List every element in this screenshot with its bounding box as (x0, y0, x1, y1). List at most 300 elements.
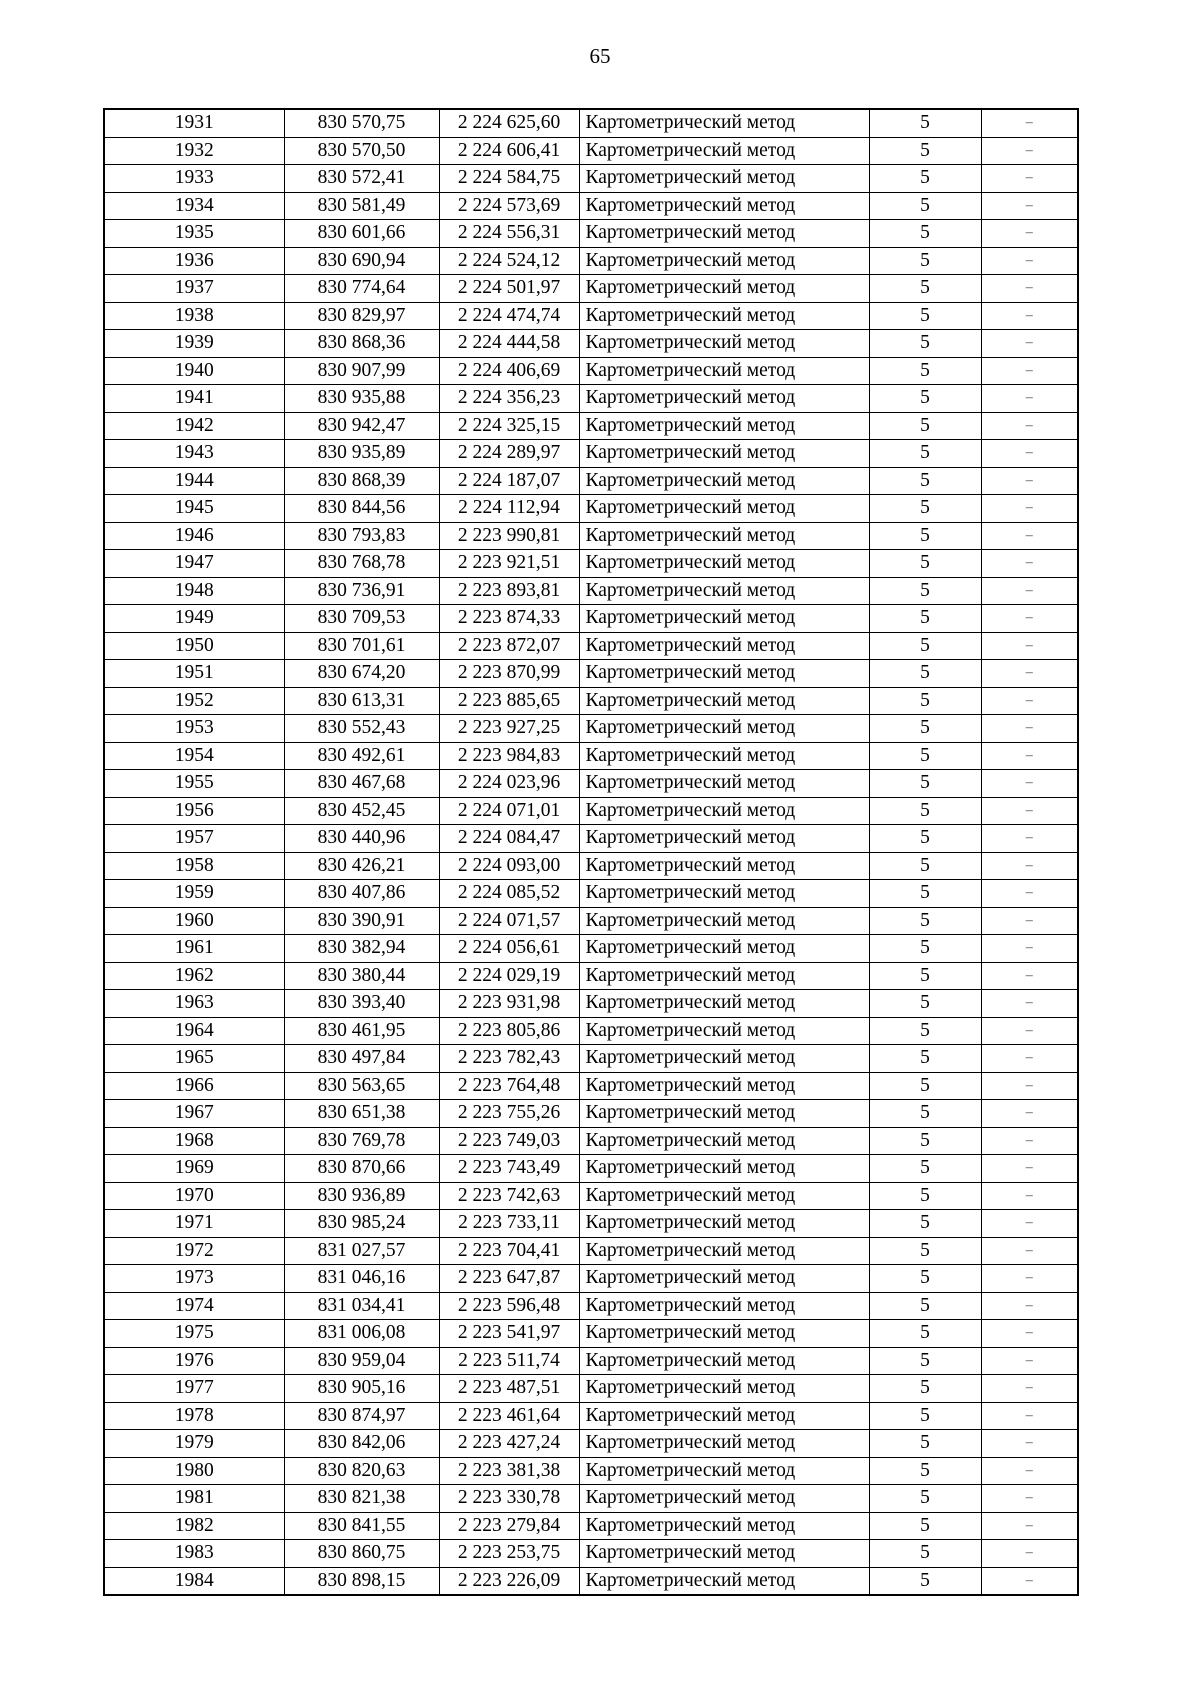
point-number-cell: 1977 (104, 1375, 284, 1403)
x-coordinate-cell: 830 829,97 (284, 302, 439, 330)
description-cell: – (981, 1127, 1078, 1155)
table-row (104, 1100, 1078, 1128)
x-coordinate-cell: 830 842,06 (284, 1430, 439, 1458)
accuracy-cell: 5 (869, 1017, 981, 1045)
x-coordinate-cell: 830 382,94 (284, 935, 439, 963)
x-coordinate-cell: 830 426,21 (284, 852, 439, 880)
table-row (104, 1292, 1078, 1320)
point-number-cell: 1966 (104, 1072, 284, 1100)
method-cell: Картометрический метод (579, 1072, 869, 1100)
y-coordinate-cell: 2 223 749,03 (439, 1127, 579, 1155)
x-coordinate-cell: 830 985,24 (284, 1210, 439, 1238)
y-coordinate-cell: 2 223 704,41 (439, 1237, 579, 1265)
description-cell: – (981, 467, 1078, 495)
x-coordinate-cell: 830 651,38 (284, 1100, 439, 1128)
x-coordinate-cell: 830 905,16 (284, 1375, 439, 1403)
coordinates-table (103, 108, 1079, 1596)
table-row (104, 1402, 1078, 1430)
description-cell: – (981, 192, 1078, 220)
accuracy-cell: 5 (869, 1265, 981, 1293)
y-coordinate-cell: 2 223 927,25 (439, 715, 579, 743)
x-coordinate-cell: 830 870,66 (284, 1155, 439, 1183)
point-number-cell: 1941 (104, 385, 284, 413)
table-row (104, 687, 1078, 715)
accuracy-cell: 5 (869, 385, 981, 413)
table-row (104, 935, 1078, 963)
method-cell: Картометрический метод (579, 1182, 869, 1210)
y-coordinate-cell: 2 223 511,74 (439, 1347, 579, 1375)
point-number-cell: 1949 (104, 605, 284, 633)
method-cell: Картометрический метод (579, 412, 869, 440)
y-coordinate-cell: 2 224 406,69 (439, 357, 579, 385)
y-coordinate-cell: 2 223 647,87 (439, 1265, 579, 1293)
y-coordinate-cell: 2 223 253,75 (439, 1540, 579, 1568)
point-number-cell: 1970 (104, 1182, 284, 1210)
y-coordinate-cell: 2 224 029,19 (439, 962, 579, 990)
x-coordinate-cell: 830 407,86 (284, 880, 439, 908)
method-cell: Картометрический метод (579, 1540, 869, 1568)
method-cell: Картометрический метод (579, 275, 869, 303)
accuracy-cell: 5 (869, 1567, 981, 1595)
accuracy-cell: 5 (869, 412, 981, 440)
point-number-cell: 1984 (104, 1567, 284, 1595)
point-number-cell: 1940 (104, 357, 284, 385)
point-number-cell: 1971 (104, 1210, 284, 1238)
method-cell: Картометрический метод (579, 1237, 869, 1265)
y-coordinate-cell: 2 224 524,12 (439, 247, 579, 275)
accuracy-cell: 5 (869, 522, 981, 550)
point-number-cell: 1963 (104, 990, 284, 1018)
description-cell: – (981, 1017, 1078, 1045)
point-number-cell: 1931 (104, 109, 284, 137)
accuracy-cell: 5 (869, 467, 981, 495)
description-cell: – (981, 990, 1078, 1018)
description-cell: – (981, 687, 1078, 715)
method-cell: Картометрический метод (579, 495, 869, 523)
method-cell: Картометрический метод (579, 715, 869, 743)
accuracy-cell: 5 (869, 907, 981, 935)
method-cell: Картометрический метод (579, 467, 869, 495)
point-number-cell: 1983 (104, 1540, 284, 1568)
method-cell: Картометрический метод (579, 1320, 869, 1348)
point-number-cell: 1979 (104, 1430, 284, 1458)
accuracy-cell: 5 (869, 1237, 981, 1265)
table-row (104, 1017, 1078, 1045)
accuracy-cell: 5 (869, 1540, 981, 1568)
point-number-cell: 1976 (104, 1347, 284, 1375)
x-coordinate-cell: 830 841,55 (284, 1512, 439, 1540)
point-number-cell: 1943 (104, 440, 284, 468)
description-cell: – (981, 852, 1078, 880)
table-row (104, 330, 1078, 358)
description-cell: – (981, 1375, 1078, 1403)
point-number-cell: 1933 (104, 165, 284, 193)
description-cell: – (981, 165, 1078, 193)
y-coordinate-cell: 2 224 056,61 (439, 935, 579, 963)
method-cell: Картометрический метод (579, 770, 869, 798)
point-number-cell: 1974 (104, 1292, 284, 1320)
point-number-cell: 1967 (104, 1100, 284, 1128)
point-number-cell: 1975 (104, 1320, 284, 1348)
x-coordinate-cell: 831 046,16 (284, 1265, 439, 1293)
description-cell: – (981, 412, 1078, 440)
point-number-cell: 1965 (104, 1045, 284, 1073)
y-coordinate-cell: 2 223 885,65 (439, 687, 579, 715)
table-row (104, 852, 1078, 880)
point-number-cell: 1969 (104, 1155, 284, 1183)
description-cell: – (981, 495, 1078, 523)
y-coordinate-cell: 2 224 606,41 (439, 137, 579, 165)
table-row (104, 440, 1078, 468)
table-row (104, 880, 1078, 908)
description-cell: – (981, 1237, 1078, 1265)
method-cell: Картометрический метод (579, 165, 869, 193)
y-coordinate-cell: 2 223 330,78 (439, 1485, 579, 1513)
x-coordinate-cell: 830 868,36 (284, 330, 439, 358)
y-coordinate-cell: 2 224 556,31 (439, 220, 579, 248)
accuracy-cell: 5 (869, 770, 981, 798)
accuracy-cell: 5 (869, 165, 981, 193)
method-cell: Картометрический метод (579, 192, 869, 220)
method-cell: Картометрический метод (579, 852, 869, 880)
y-coordinate-cell: 2 223 487,51 (439, 1375, 579, 1403)
y-coordinate-cell: 2 224 093,00 (439, 852, 579, 880)
page-number: 65 (589, 44, 611, 68)
x-coordinate-cell: 831 006,08 (284, 1320, 439, 1348)
point-number-cell: 1937 (104, 275, 284, 303)
table-row (104, 495, 1078, 523)
point-number-cell: 1982 (104, 1512, 284, 1540)
x-coordinate-cell: 831 027,57 (284, 1237, 439, 1265)
description-cell: – (981, 275, 1078, 303)
table-row (104, 632, 1078, 660)
x-coordinate-cell: 830 942,47 (284, 412, 439, 440)
y-coordinate-cell: 2 223 990,81 (439, 522, 579, 550)
y-coordinate-cell: 2 223 870,99 (439, 660, 579, 688)
point-number-cell: 1944 (104, 467, 284, 495)
method-cell: Картометрический метод (579, 1457, 869, 1485)
x-coordinate-cell: 830 393,40 (284, 990, 439, 1018)
x-coordinate-cell: 830 936,89 (284, 1182, 439, 1210)
x-coordinate-cell: 830 570,50 (284, 137, 439, 165)
x-coordinate-cell: 830 874,97 (284, 1402, 439, 1430)
y-coordinate-cell: 2 223 782,43 (439, 1045, 579, 1073)
y-coordinate-cell: 2 223 872,07 (439, 632, 579, 660)
method-cell: Картометрический метод (579, 1265, 869, 1293)
description-cell: – (981, 1320, 1078, 1348)
table-row (104, 605, 1078, 633)
y-coordinate-cell: 2 223 461,64 (439, 1402, 579, 1430)
y-coordinate-cell: 2 224 474,74 (439, 302, 579, 330)
description-cell: – (981, 522, 1078, 550)
method-cell: Картометрический метод (579, 687, 869, 715)
accuracy-cell: 5 (869, 577, 981, 605)
y-coordinate-cell: 2 224 573,69 (439, 192, 579, 220)
description-cell: – (981, 577, 1078, 605)
method-cell: Картометрический метод (579, 1045, 869, 1073)
table-row (104, 577, 1078, 605)
accuracy-cell: 5 (869, 137, 981, 165)
table-row (104, 550, 1078, 578)
method-cell: Картометрический метод (579, 1375, 869, 1403)
point-number-cell: 1945 (104, 495, 284, 523)
description-cell: – (981, 935, 1078, 963)
point-number-cell: 1959 (104, 880, 284, 908)
accuracy-cell: 5 (869, 1045, 981, 1073)
y-coordinate-cell: 2 224 625,60 (439, 109, 579, 137)
accuracy-cell: 5 (869, 1127, 981, 1155)
y-coordinate-cell: 2 223 805,86 (439, 1017, 579, 1045)
table-row (104, 275, 1078, 303)
description-cell: – (981, 770, 1078, 798)
x-coordinate-cell: 830 793,83 (284, 522, 439, 550)
description-cell: – (981, 440, 1078, 468)
description-cell: – (981, 357, 1078, 385)
x-coordinate-cell: 830 959,04 (284, 1347, 439, 1375)
method-cell: Картометрический метод (579, 330, 869, 358)
point-number-cell: 1947 (104, 550, 284, 578)
accuracy-cell: 5 (869, 1430, 981, 1458)
y-coordinate-cell: 2 223 381,38 (439, 1457, 579, 1485)
y-coordinate-cell: 2 224 584,75 (439, 165, 579, 193)
point-number-cell: 1950 (104, 632, 284, 660)
table-row (104, 990, 1078, 1018)
x-coordinate-cell: 830 736,91 (284, 577, 439, 605)
description-cell: – (981, 742, 1078, 770)
x-coordinate-cell: 830 452,45 (284, 797, 439, 825)
table-row (104, 385, 1078, 413)
accuracy-cell: 5 (869, 357, 981, 385)
description-cell: – (981, 605, 1078, 633)
x-coordinate-cell: 830 380,44 (284, 962, 439, 990)
accuracy-cell: 5 (869, 275, 981, 303)
x-coordinate-cell: 830 497,84 (284, 1045, 439, 1073)
x-coordinate-cell: 830 690,94 (284, 247, 439, 275)
x-coordinate-cell: 830 601,66 (284, 220, 439, 248)
table-row (104, 247, 1078, 275)
accuracy-cell: 5 (869, 550, 981, 578)
description-cell: – (981, 1485, 1078, 1513)
accuracy-cell: 5 (869, 962, 981, 990)
point-number-cell: 1946 (104, 522, 284, 550)
point-number-cell: 1951 (104, 660, 284, 688)
accuracy-cell: 5 (869, 715, 981, 743)
table-row (104, 165, 1078, 193)
method-cell: Картометрический метод (579, 797, 869, 825)
table-row (104, 1430, 1078, 1458)
y-coordinate-cell: 2 224 085,52 (439, 880, 579, 908)
description-cell: – (981, 715, 1078, 743)
accuracy-cell: 5 (869, 247, 981, 275)
y-coordinate-cell: 2 224 071,01 (439, 797, 579, 825)
accuracy-cell: 5 (869, 109, 981, 137)
description-cell: – (981, 825, 1078, 853)
x-coordinate-cell: 830 820,63 (284, 1457, 439, 1485)
accuracy-cell: 5 (869, 220, 981, 248)
accuracy-cell: 5 (869, 1485, 981, 1513)
x-coordinate-cell: 830 674,20 (284, 660, 439, 688)
point-number-cell: 1968 (104, 1127, 284, 1155)
table-row (104, 797, 1078, 825)
accuracy-cell: 5 (869, 1375, 981, 1403)
table-row (104, 715, 1078, 743)
x-coordinate-cell: 830 552,43 (284, 715, 439, 743)
coordinates-table-body (104, 109, 1078, 1595)
y-coordinate-cell: 2 223 427,24 (439, 1430, 579, 1458)
accuracy-cell: 5 (869, 1347, 981, 1375)
table-row (104, 1320, 1078, 1348)
method-cell: Картометрический метод (579, 1512, 869, 1540)
x-coordinate-cell: 830 935,88 (284, 385, 439, 413)
x-coordinate-cell: 830 768,78 (284, 550, 439, 578)
point-number-cell: 1948 (104, 577, 284, 605)
table-row (104, 1045, 1078, 1073)
description-cell: – (981, 1457, 1078, 1485)
description-cell: – (981, 550, 1078, 578)
method-cell: Картометрический метод (579, 247, 869, 275)
method-cell: Картометрический метод (579, 357, 869, 385)
x-coordinate-cell: 830 860,75 (284, 1540, 439, 1568)
x-coordinate-cell: 830 774,64 (284, 275, 439, 303)
accuracy-cell: 5 (869, 1292, 981, 1320)
y-coordinate-cell: 2 223 541,97 (439, 1320, 579, 1348)
description-cell: – (981, 1430, 1078, 1458)
method-cell: Картометрический метод (579, 1210, 869, 1238)
accuracy-cell: 5 (869, 330, 981, 358)
y-coordinate-cell: 2 223 279,84 (439, 1512, 579, 1540)
description-cell: – (981, 385, 1078, 413)
x-coordinate-cell: 830 492,61 (284, 742, 439, 770)
method-cell: Картометрический метод (579, 1430, 869, 1458)
method-cell: Картометрический метод (579, 935, 869, 963)
x-coordinate-cell: 830 868,39 (284, 467, 439, 495)
accuracy-cell: 5 (869, 1182, 981, 1210)
table-row (104, 1072, 1078, 1100)
x-coordinate-cell: 830 467,68 (284, 770, 439, 798)
description-cell: – (981, 632, 1078, 660)
description-cell: – (981, 1512, 1078, 1540)
x-coordinate-cell: 830 701,61 (284, 632, 439, 660)
table-row (104, 1237, 1078, 1265)
accuracy-cell: 5 (869, 660, 981, 688)
point-number-cell: 1981 (104, 1485, 284, 1513)
y-coordinate-cell: 2 223 733,11 (439, 1210, 579, 1238)
description-cell: – (981, 109, 1078, 137)
accuracy-cell: 5 (869, 1402, 981, 1430)
x-coordinate-cell: 830 440,96 (284, 825, 439, 853)
point-number-cell: 1962 (104, 962, 284, 990)
y-coordinate-cell: 2 223 984,83 (439, 742, 579, 770)
description-cell: – (981, 247, 1078, 275)
point-number-cell: 1954 (104, 742, 284, 770)
y-coordinate-cell: 2 223 755,26 (439, 1100, 579, 1128)
point-number-cell: 1961 (104, 935, 284, 963)
x-coordinate-cell: 830 570,75 (284, 109, 439, 137)
point-number-cell: 1957 (104, 825, 284, 853)
description-cell: – (981, 1155, 1078, 1183)
accuracy-cell: 5 (869, 880, 981, 908)
y-coordinate-cell: 2 223 764,48 (439, 1072, 579, 1100)
accuracy-cell: 5 (869, 1072, 981, 1100)
accuracy-cell: 5 (869, 797, 981, 825)
point-number-cell: 1952 (104, 687, 284, 715)
description-cell: – (981, 302, 1078, 330)
table-row (104, 1210, 1078, 1238)
accuracy-cell: 5 (869, 825, 981, 853)
accuracy-cell: 5 (869, 852, 981, 880)
method-cell: Картометрический метод (579, 522, 869, 550)
y-coordinate-cell: 2 223 226,09 (439, 1567, 579, 1595)
table-row (104, 109, 1078, 137)
accuracy-cell: 5 (869, 742, 981, 770)
y-coordinate-cell: 2 224 289,97 (439, 440, 579, 468)
description-cell: – (981, 1045, 1078, 1073)
description-cell: – (981, 137, 1078, 165)
point-number-cell: 1960 (104, 907, 284, 935)
table-row (104, 742, 1078, 770)
method-cell: Картометрический метод (579, 1100, 869, 1128)
method-cell: Картометрический метод (579, 1155, 869, 1183)
method-cell: Картометрический метод (579, 577, 869, 605)
description-cell: – (981, 880, 1078, 908)
table-row (104, 907, 1078, 935)
accuracy-cell: 5 (869, 302, 981, 330)
point-number-cell: 1953 (104, 715, 284, 743)
y-coordinate-cell: 2 223 596,48 (439, 1292, 579, 1320)
description-cell: – (981, 797, 1078, 825)
table-row (104, 302, 1078, 330)
table-row (104, 770, 1078, 798)
x-coordinate-cell: 830 935,89 (284, 440, 439, 468)
table-row (104, 522, 1078, 550)
method-cell: Картометрический метод (579, 990, 869, 1018)
table-row (104, 660, 1078, 688)
accuracy-cell: 5 (869, 1100, 981, 1128)
x-coordinate-cell: 830 821,38 (284, 1485, 439, 1513)
table-row (104, 1457, 1078, 1485)
point-number-cell: 1956 (104, 797, 284, 825)
point-number-cell: 1935 (104, 220, 284, 248)
x-coordinate-cell: 830 563,65 (284, 1072, 439, 1100)
y-coordinate-cell: 2 224 071,57 (439, 907, 579, 935)
accuracy-cell: 5 (869, 1512, 981, 1540)
x-coordinate-cell: 830 581,49 (284, 192, 439, 220)
y-coordinate-cell: 2 223 931,98 (439, 990, 579, 1018)
method-cell: Картометрический метод (579, 742, 869, 770)
table-row (104, 825, 1078, 853)
method-cell: Картометрический метод (579, 137, 869, 165)
x-coordinate-cell: 830 844,56 (284, 495, 439, 523)
method-cell: Картометрический метод (579, 632, 869, 660)
method-cell: Картометрический метод (579, 220, 869, 248)
table-row (104, 1127, 1078, 1155)
table-row (104, 137, 1078, 165)
y-coordinate-cell: 2 224 356,23 (439, 385, 579, 413)
description-cell: – (981, 1100, 1078, 1128)
point-number-cell: 1964 (104, 1017, 284, 1045)
table-row (104, 357, 1078, 385)
y-coordinate-cell: 2 224 084,47 (439, 825, 579, 853)
table-row (104, 1540, 1078, 1568)
description-cell: – (981, 1072, 1078, 1100)
method-cell: Картометрический метод (579, 1347, 869, 1375)
point-number-cell: 1938 (104, 302, 284, 330)
method-cell: Картометрический метод (579, 962, 869, 990)
table-row (104, 192, 1078, 220)
x-coordinate-cell: 830 461,95 (284, 1017, 439, 1045)
point-number-cell: 1980 (104, 1457, 284, 1485)
y-coordinate-cell: 2 224 325,15 (439, 412, 579, 440)
